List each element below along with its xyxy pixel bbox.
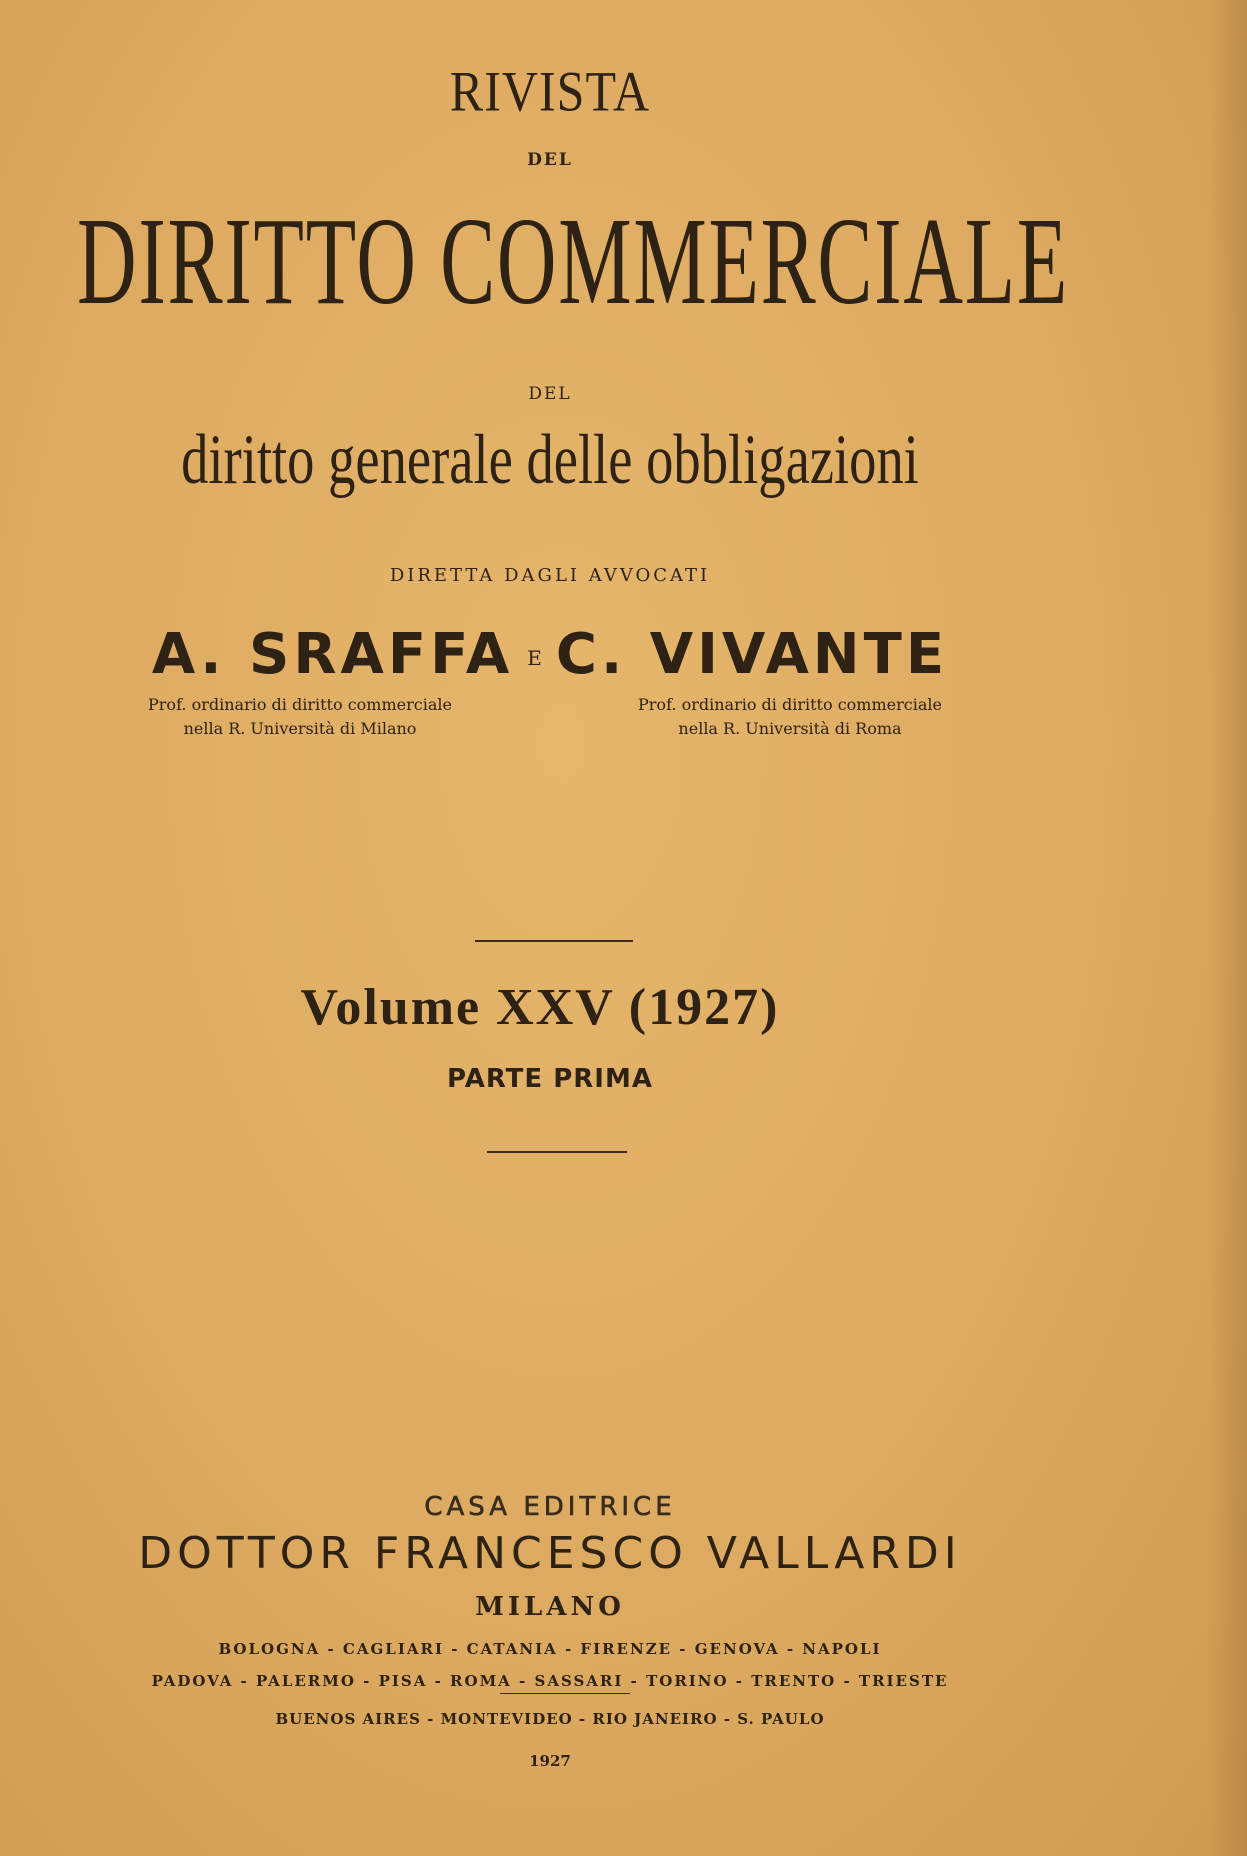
author-2-affiliation-line-1: Prof. ordinario di diritto commerciale — [638, 695, 942, 714]
branches-line-1: BOLOGNA - CAGLIARI - CATANIA - FIRENZE - GENOVA - NAPOLI — [218, 1640, 882, 1658]
rivista-heading: RIVISTA — [449, 58, 651, 124]
volume-label: Volume XXV (1927) — [300, 979, 780, 1036]
author-1-affiliation-line-2: nella R. Università di Milano — [183, 719, 417, 738]
publisher-city: MILANO — [475, 1592, 625, 1622]
main-title: DIRITTO COMMERCIALE — [77, 190, 1070, 331]
author-2-affiliation — [580, 693, 1000, 741]
publication-year: 1927 — [529, 1752, 571, 1770]
page-edge-shadow — [1207, 0, 1247, 1856]
author-2-name: C. VIVANTE — [555, 622, 949, 687]
branches-line-2: PADOVA - PALERMO - PISA - ROMA - SASSARI - TORINO - TRENTO - TRIESTE — [151, 1672, 949, 1690]
publisher-house-label: CASA EDITRICE — [424, 1492, 676, 1522]
author-1-affiliation — [90, 693, 510, 741]
author-1-name: A. SRAFFA — [151, 622, 514, 687]
divider-publisher — [500, 1693, 630, 1694]
authors-line — [0, 622, 1100, 687]
directed-by-label: DIRETTA DAGLI AVVOCATI — [389, 565, 711, 586]
part-label: PARTE PRIMA — [447, 1064, 653, 1094]
author-1-affiliation-line-1: Prof. ordinario di diritto commerciale — [148, 695, 452, 714]
del-connector-2: DEL — [528, 384, 572, 404]
del-connector-1: DEL — [527, 150, 573, 170]
divider-top — [475, 940, 633, 942]
author-2-affiliation-line-2: nella R. Università di Roma — [678, 719, 902, 738]
publisher-name: DOTTOR FRANCESCO VALLARDI — [138, 1528, 962, 1579]
divider-bottom — [487, 1151, 627, 1153]
branches-line-3: BUENOS AIRES - MONTEVIDEO - RIO JANEIRO - S. PAULO — [275, 1710, 825, 1728]
author-conjunction: E — [527, 645, 542, 670]
subtitle: diritto generale delle obbligazioni — [181, 420, 919, 500]
